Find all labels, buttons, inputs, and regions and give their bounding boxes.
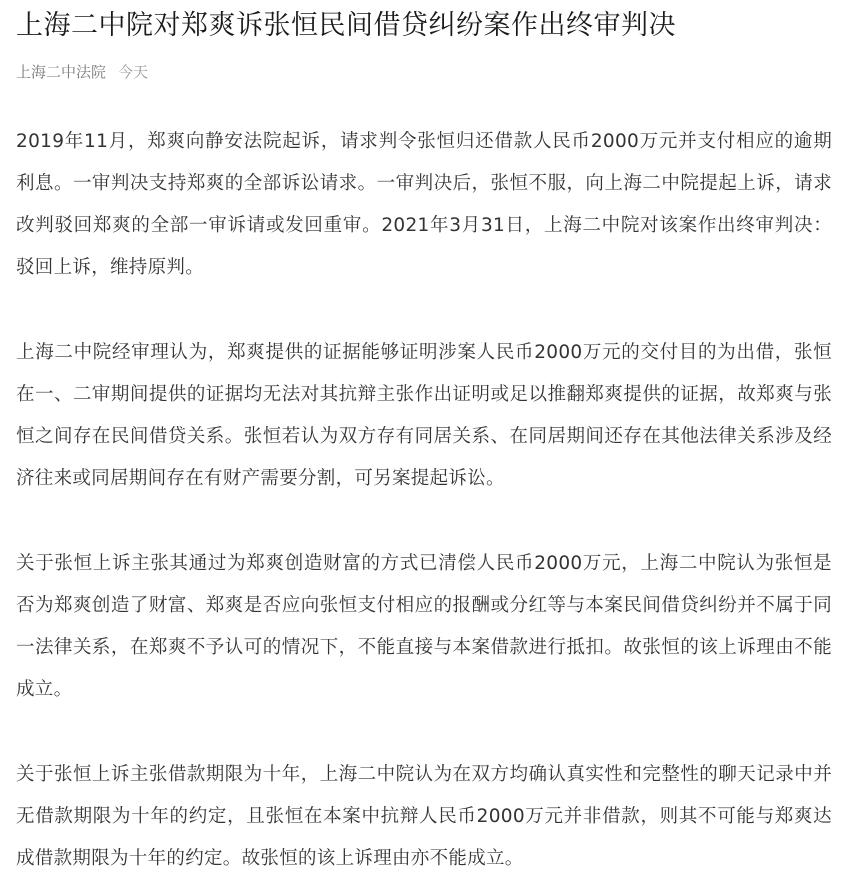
article-paragraph-1: 2019年11月，郑爽向静安法院起诉，请求判令张恒归还借款人民币2000万元并支付相应的逾期利息。一审判决支持郑爽的全部诉讼请求。一审判决后，张恒不服，向上海二中院提起上诉，请求改判驳回郑爽的全部一审诉请或发回重审。2021年3月31日，上海二中院对该案作出终审判决：驳回上诉，维持原判。 xyxy=(16,131,832,278)
article-paragraph-3: 关于张恒上诉主张其通过为郑爽创造财富的方式已清偿人民币2000万元，上海二中院认为张恒是否为郑爽创造了财富、郑爽是否应向张恒支付相应的报酬或分红等与本案民间借贷纠纷并不属于同一法律关系，在郑爽不予认可的情况下，不能直接与本案借款进行抵扣。故张恒的该上诉理由不能成立。 xyxy=(16,553,832,700)
article-title: 上海二中院对郑爽诉张恒民间借贷纠纷案作出终审判决 xyxy=(16,10,676,41)
article-date: 今天 xyxy=(118,63,149,81)
article-body xyxy=(16,121,850,880)
article-meta xyxy=(16,60,850,84)
article-paragraph-4: 关于张恒上诉主张借款期限为十年，上海二中院认为在双方均确认真实性和完整性的聊天记录中并无借款期限为十年的约定，且张恒在本案中抗辩人民币2000万元并非借款，则其不可能与郑爽达成借款期限为十年的约定。故张恒的该上诉理由亦不能成立。 xyxy=(16,764,832,869)
article-paragraph-2: 上海二中院经审理认为，郑爽提供的证据能够证明涉案人民币2000万元的交付目的为出借，张恒在一、二审期间提供的证据均无法对其抗辩主张作出证明或足以推翻郑爽提供的证据，故郑爽与张恒之间存在民间借贷关系。张恒若认为双方存有同居关系、在同居期间还存在其他法律关系涉及经济往来或同居期间存在有财产需要分割，可另案提起诉讼。 xyxy=(16,342,832,489)
article-source[interactable]: 上海二中法院 xyxy=(16,63,107,81)
